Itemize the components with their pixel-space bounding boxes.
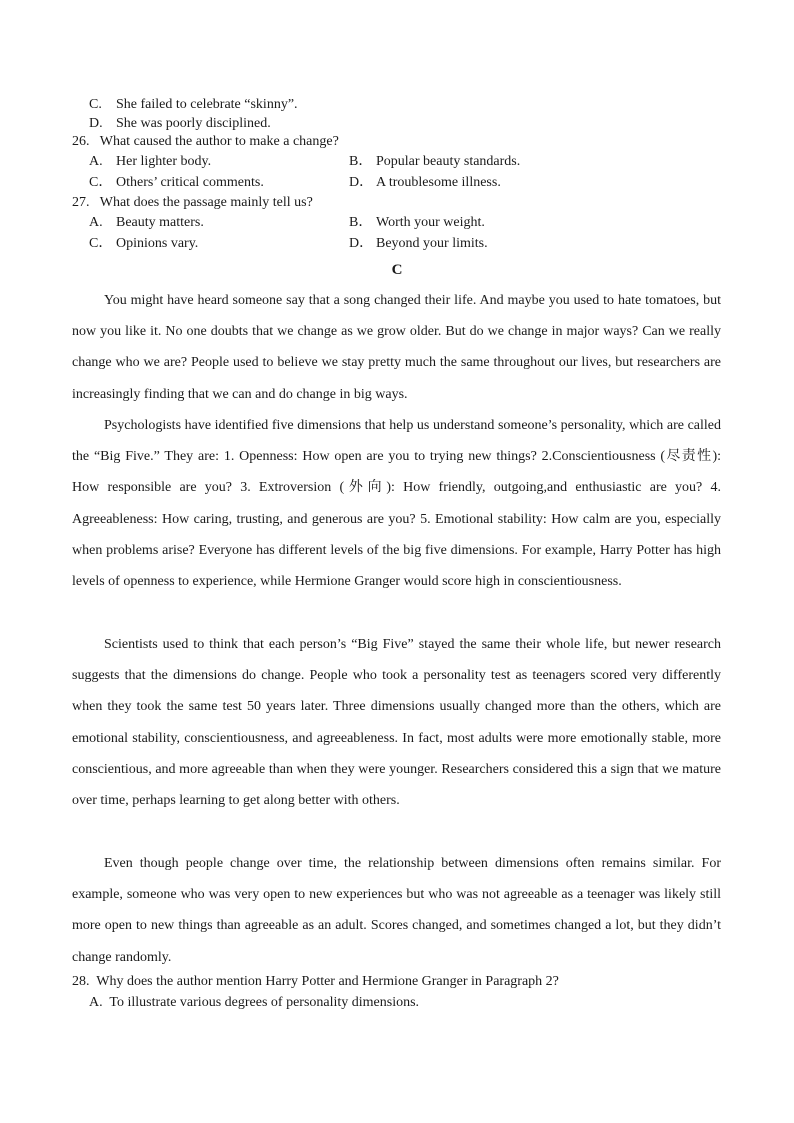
option-text: Opinions vary. (116, 236, 199, 251)
q27-option-a[interactable] (89, 214, 204, 232)
section-heading: C (391, 262, 403, 278)
option-text: Beauty matters. (116, 215, 204, 230)
question-text: Why does the author mention Harry Potter and Hermione Granger in Paragraph 2? (96, 974, 559, 989)
option-label: C. (89, 97, 102, 112)
option-text: She failed to celebrate “skinny”. (116, 97, 298, 112)
q27-option-b[interactable] (349, 214, 485, 232)
question-28 (72, 973, 559, 991)
option-d[interactable] (89, 115, 271, 133)
option-c[interactable] (89, 96, 298, 114)
passage-paragraph-3: Scientists used to think that each person’s “Big Five” stayed the same their whole life, but newer research suggests that the dimensions do change. People who took a personality test as teenagers scored very differently when they took the same test 50 years later. Three dimensions usually changed more than the others, which are emotional stability, conscientiousness, and agreeableness. In fact, most adults were more emotionally stable, more conscientious, and more agreeable than when they were younger. Researchers considered this a sign that we mature over time, perhaps learning to get along better with others. (72, 637, 721, 809)
q26-option-d[interactable] (349, 174, 501, 192)
q26-option-a[interactable] (89, 153, 211, 171)
option-label: A. (89, 154, 103, 169)
option-text: Her lighter body. (116, 154, 212, 169)
q26-option-c[interactable] (89, 174, 264, 192)
option-label: B． (349, 154, 373, 169)
option-text: Popular beauty standards. (376, 154, 521, 169)
option-label: B． (349, 215, 373, 230)
question-number: 27. (72, 195, 90, 210)
option-label: D. (89, 116, 103, 131)
question-number: 26. (72, 134, 90, 149)
passage-paragraph-1: You might have heard someone say that a song changed their life. And maybe you used to hate tomatoes, but now you like it. No one doubts that we change as we grow older. But do we change in major ways? Can we really change who we are? People used to believe we stay pretty much the same throughout our lives, but researchers are increasingly finding that we can and do change in big ways. (72, 293, 721, 402)
option-label: C． (89, 175, 113, 190)
option-text: A troublesome illness. (376, 175, 501, 190)
passage-paragraph-4: Even though people change over time, the relationship between dimensions often remains similar. For example, someone who was very open to new experiences but who was not agreeable as a teenager was likely still more open to new things than agreeable as an adult. Scores changed, and sometimes changed a lot, but they didn’t change randomly. (72, 856, 721, 965)
option-text: Worth your weight. (376, 215, 485, 230)
option-label: A. (89, 215, 103, 230)
question-27 (72, 194, 313, 212)
q27-option-d[interactable] (349, 235, 488, 253)
question-number: 28. (72, 974, 90, 989)
option-label: C． (89, 236, 113, 251)
option-text: Others’ critical comments. (116, 175, 264, 190)
option-label: A. (89, 995, 103, 1010)
q28-option-a[interactable] (89, 994, 419, 1012)
question-text: What caused the author to make a change? (99, 134, 339, 149)
option-text: She was poorly disciplined. (116, 116, 271, 131)
option-text: Beyond your limits. (376, 236, 488, 251)
question-text: What does the passage mainly tell us? (99, 195, 313, 210)
option-label: D． (349, 236, 374, 251)
option-text: To illustrate various degrees of personality dimensions. (109, 995, 420, 1010)
q26-option-b[interactable] (349, 153, 520, 171)
option-label: D． (349, 175, 374, 190)
question-26 (72, 133, 339, 151)
q27-option-c[interactable] (89, 235, 198, 253)
passage-paragraph-2: Psychologists have identified five dimensions that help us understand someone’s personality, which are called the “Big Five.” They are: 1. Openness: How open are you to trying new things? 2.Conscientiousness (尽责性): How responsible are you? 3. Extroversion (外向): How friendly, outgoing,and enthusiastic are you? 4. Agreeableness: How caring, trusting, and generous are you? 5. Emotional stability: How calm are you, especially when problems arise? Everyone has different levels of the big five dimensions. For example, Harry Potter has high levels of openness to experience, while Hermione Granger would score high in conscientiousness. (72, 418, 721, 590)
